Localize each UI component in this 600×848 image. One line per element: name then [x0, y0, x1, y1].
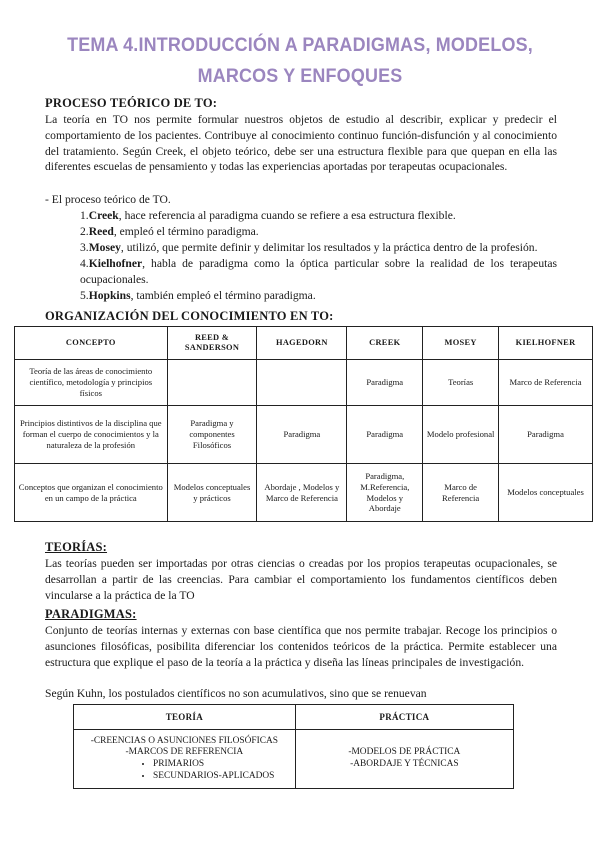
header-teoria: TEORÍA [74, 705, 296, 730]
document-title-line-2: MARCOS Y ENFOQUES [197, 65, 403, 87]
paradigmas-heading: PARADIGMAS: [45, 607, 137, 621]
practica-line: -MODELOS DE PRÁCTICA [348, 747, 461, 758]
teorias-paragraph: Las teorías pueden ser importadas por otras ciencias o creadas por los propios terapeutas ocupacionales, se desarrollan a partir de las creencias. Para cambiar el comportamiento los fundamentos científicos deben vincularse a la práctica de la TO [45, 557, 557, 602]
proceso-intro: - El proceso teórico de TO. [45, 193, 171, 206]
table-row [15, 360, 593, 406]
table-cell: Paradigma [499, 406, 593, 464]
organizacion-heading: ORGANIZACIÓN DEL CONOCIMIENTO EN TO: [45, 309, 334, 323]
table-row [74, 730, 514, 789]
organizacion-table [14, 326, 593, 522]
table-cell: Paradigma [347, 406, 423, 464]
proceso-item-2: 2.Reed, empleó el término paradigma. [80, 225, 259, 238]
table-cell [167, 360, 257, 406]
table-header-row [15, 327, 593, 360]
document-title-line-1: TEMA 4.INTRODUCCIÓN A PARADIGMAS, MODELOS, [67, 34, 533, 56]
teorias-heading: TEORÍAS: [45, 540, 108, 554]
table-header-row [74, 705, 514, 730]
table-cell: Teoría de las áreas de conocimiento científico, metodología y principios físicos [15, 360, 168, 406]
teoria-practica-table [73, 704, 514, 789]
table-cell [257, 360, 347, 406]
proceso-item-4: 4.Kielhofner, habla de paradigma como la óptica particular sobre la realidad de los terapeutas ocupacionales. [80, 257, 557, 286]
table-cell: Paradigma [257, 406, 347, 464]
teoria-bullet-list [141, 759, 292, 782]
table-row [15, 464, 593, 522]
header-practica: PRÁCTICA [295, 705, 513, 730]
header-cell: REED & SANDERSON [167, 327, 257, 360]
table-cell: Modelos conceptuales [499, 464, 593, 522]
table-cell: Paradigma y componentes Filosóficos [167, 406, 257, 464]
proceso-item-5: 5.Hopkins, también empleó el término paradigma. [80, 289, 316, 302]
table-cell: Teorías [423, 360, 499, 406]
teoria-line: -MARCOS DE REFERENCIA [125, 747, 244, 758]
practica-cell [295, 730, 513, 789]
list-item: • PRIMARIOS [153, 759, 292, 771]
proceso-item-3: 3.Mosey, utilizó, que permite definir y delimitar los resultados y la práctica dentro de la profesión. [80, 241, 538, 254]
header-cell: CREEK [347, 327, 423, 360]
table-row [15, 406, 593, 464]
kuhn-statement: Según Kuhn, los postulados científicos no son acumulativos, sino que se renuevan [45, 687, 427, 700]
practica-line: -ABORDAJE Y TÉCNICAS [350, 759, 459, 769]
table-cell: Principios distintivos de la disciplina que forman el cuerpo de conocimientos y la naturaleza de la profesión [15, 406, 168, 464]
table-cell: Marco de Referencia [499, 360, 593, 406]
header-cell: MOSEY [423, 327, 499, 360]
table-cell: Marco de Referencia [423, 464, 499, 522]
paradigmas-paragraph: Conjunto de teorías internas y externas con base científica que nos permite trabajar. Recoge los principios o asunciones filosóficas, posibilita diferenciar los contenidos teóricos de la práctica. Permite establecer una estructura que explique el paso de la teoría a la práctica y diseña las líneas principales de investigación. [45, 624, 557, 669]
list-item: • SECUNDARIOS-APLICADOS [153, 771, 292, 783]
proceso-heading: PROCESO TEÓRICO DE TO: [45, 96, 218, 110]
header-cell: KIELHOFNER [499, 327, 593, 360]
table-cell: Modelo profesional [423, 406, 499, 464]
teoria-cell [74, 730, 296, 789]
table-cell: Abordaje , Modelos y Marco de Referencia [257, 464, 347, 522]
table-cell: Conceptos que organizan el conocimiento en un campo de la práctica [15, 464, 168, 522]
header-cell: HAGEDORN [257, 327, 347, 360]
proceso-paragraph: La teoría en TO nos permite formular nuestros objetos de estudio al describir, explicar y predecir el comportamiento de los pacientes. Contribuye al conocimiento continuo función-disfunción y al conocimiento del tratamiento. Según Creek, el objeto teórico, debe ser una estructura flexible para que quepan en ella las diferentes escuelas de pensamiento y todas las experiencias aportadas por terapeutas ocupacionales. [45, 113, 557, 174]
teoria-line: -CREENCIAS O ASUNCIONES FILOSÓFICAS [90, 735, 278, 746]
proceso-item-1: 1.Creek, hace referencia al paradigma cuando se refiere a esa estructura flexible. [80, 209, 456, 222]
header-cell: CONCEPTO [15, 327, 168, 360]
table-cell: Paradigma [347, 360, 423, 406]
table-cell: Paradigma, M.Referencia, Modelos y Abordaje [347, 464, 423, 522]
table-cell: Modelos conceptuales y prácticos [167, 464, 257, 522]
